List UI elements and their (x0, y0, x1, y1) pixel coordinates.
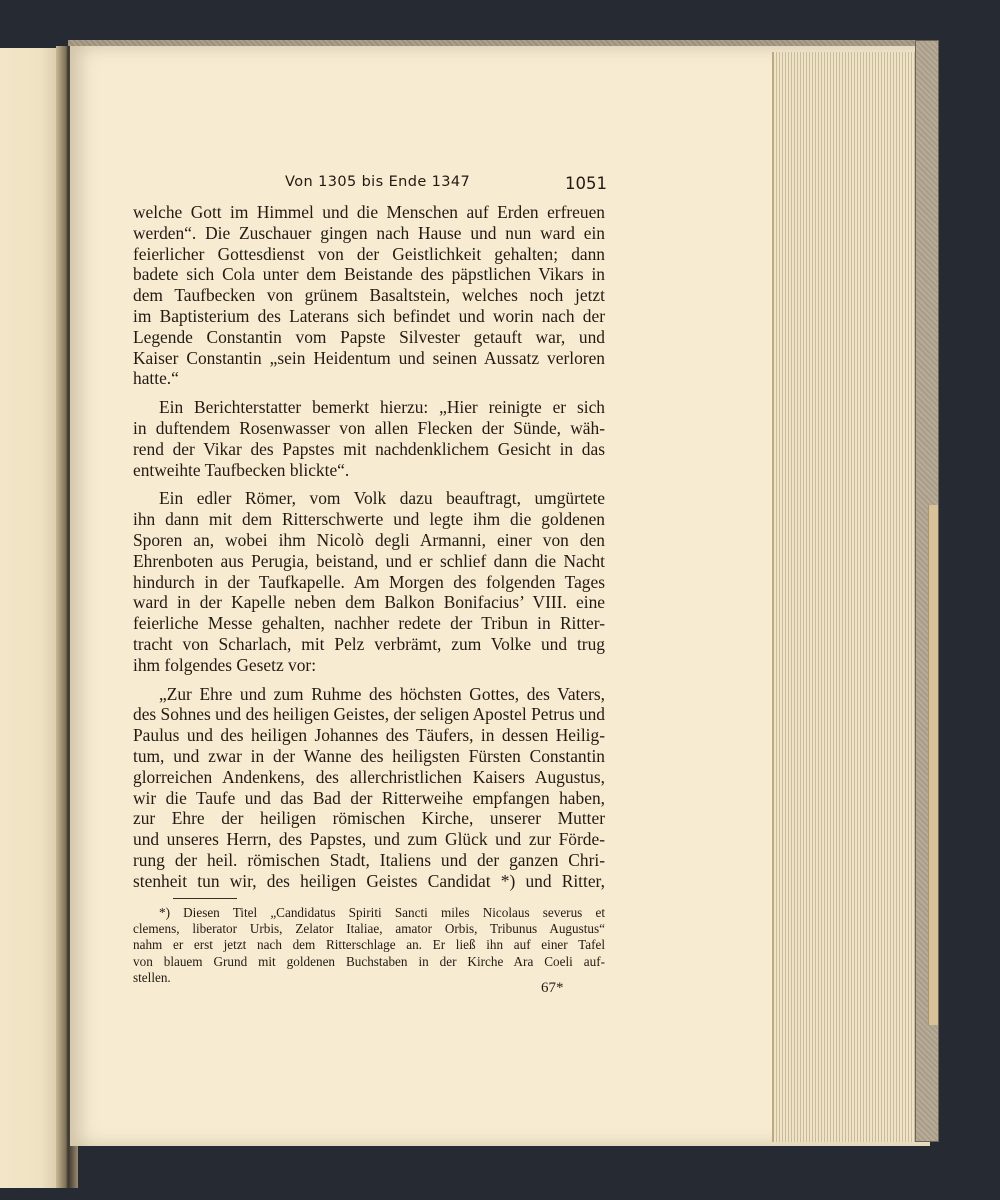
text-line: stenheit tun wir, des heiligen Geistes Candidat *) und Ritter, (133, 870, 605, 891)
text-line: des Sohnes und des heiligen Geistes, der seligen Apostel Petrus und (133, 704, 605, 725)
text-line: glorreichen Andenkens, des allerchristlichen Kaisers Augustus, (133, 766, 605, 787)
text-line: „Zur Ehre und zum Ruhme des höchsten Gottes, des Vaters, (159, 683, 605, 704)
paragraph-3 (133, 488, 605, 675)
text-line: Kaiser Constantin „sein Heidentum und seinen Aussatz verloren (133, 347, 605, 368)
page-number: 1051 (565, 174, 607, 193)
text-line: dem Taufbecken von grünem Basaltstein, welches noch jetzt (133, 285, 605, 306)
paragraph-4-quotation (133, 684, 605, 892)
text-line: ihm folgendes Gesetz vor: (133, 654, 317, 675)
footnote-line: stellen. (133, 970, 171, 986)
text-line: Ein Berichterstatter bemerkt hierzu: „Hier reinigte er sich (159, 397, 605, 418)
text-line: ward in der Kapelle neben dem Balkon Bonifacius’ VIII. eine (133, 592, 605, 613)
running-head: Von 1305 bis Ende 1347 (285, 174, 471, 190)
text-line: badete sich Cola unter dem Beistande des päpstlichen Vikars in (133, 264, 605, 285)
text-line: rung der heil. römischen Stadt, Italiens und der ganzen Chri- (133, 849, 605, 870)
text-line: Ehrenboten aus Perugia, beistand, und er schlief dann die Nacht (133, 550, 605, 571)
text-line: Sporen an, wobei ihm Nicolò degli Armanni, einer von den (133, 529, 605, 550)
text-line: werden“. Die Zuschauer gingen nach Hause und nun ward ein (133, 222, 605, 243)
text-line: rend der Vikar des Papstes mit nachdenklichem Gesicht in das (133, 438, 605, 459)
text-line: im Baptisterium des Laterans sich befindet und worin nach der (133, 305, 605, 326)
text-line: Legende Constantin vom Papste Silvester getauft war, und (133, 326, 605, 347)
text-line: feierlicher Gottesdienst von der Geistlichkeit gehalten; dann (133, 243, 605, 264)
text-line: hindurch in der Taufkapelle. Am Morgen des folgenden Tages (133, 571, 605, 592)
signature-mark: 67* (541, 980, 564, 996)
paragraph-gap (133, 676, 605, 684)
text-line: welche Gott im Himmel und die Menschen auf Erden erfreuen (133, 202, 605, 222)
paragraph-2 (133, 397, 605, 480)
text-line: und unseres Herrn, des Papstes, und zum Glück und zur Förde- (133, 829, 605, 850)
text-line: feierliche Messe gehalten, nachher redete der Tribun in Ritter- (133, 613, 605, 634)
footnote-line: *) Diesen Titel „Candidatus Spiriti Sancti miles Nicolaus severus et (159, 904, 605, 920)
text-line: in duftendem Rosenwasser von allen Flecken der Sünde, wäh- (133, 417, 605, 438)
paragraph-1 (133, 202, 605, 389)
text-line: Paulus und des heiligen Johannes des Täufers, in dessen Heilig- (133, 725, 605, 746)
page-text-block (133, 172, 607, 996)
footnote-line: von blauem Grund mit goldenen Buchstaben in der Kirche Ara Coeli auf- (133, 953, 605, 969)
page-marker-strip (928, 505, 938, 1025)
text-line: ihn dann mit dem Ritterschwerte und legte ihm die goldenen (133, 509, 605, 530)
text-line: tracht von Scharlach, mit Pelz verbrämt, zum Volke und trug (133, 633, 605, 654)
page-header (133, 172, 605, 202)
footnote-line: nahm er erst jetzt nach dem Ritterschlage an. Er ließ ihn auf einer Tafel (133, 937, 605, 953)
text-line: zur Ehre der heiligen römischen Kirche, unserer Mutter (133, 808, 605, 829)
paragraph-gap (133, 480, 605, 488)
text-line: Ein edler Römer, vom Volk dazu beauftragt, umgürtete (159, 488, 605, 509)
footnote-rule (173, 898, 237, 899)
page-stack-edges (772, 52, 924, 1142)
footnote (133, 905, 605, 987)
text-line: hatte.“ (133, 368, 179, 389)
paragraph-gap (133, 389, 605, 397)
footnote-line: clemens, liberator Urbis, Zelator Italiae, amator Orbis, Tribunus Augustus“ (133, 920, 605, 936)
text-line: tum, und zwar in der Wanne des heiligsten Fürsten Constantin (133, 745, 605, 766)
text-line: entweihte Taufbecken blickte“. (133, 459, 350, 480)
text-line: wir die Taufe und das Bad der Ritterweihe empfangen haben, (133, 787, 605, 808)
